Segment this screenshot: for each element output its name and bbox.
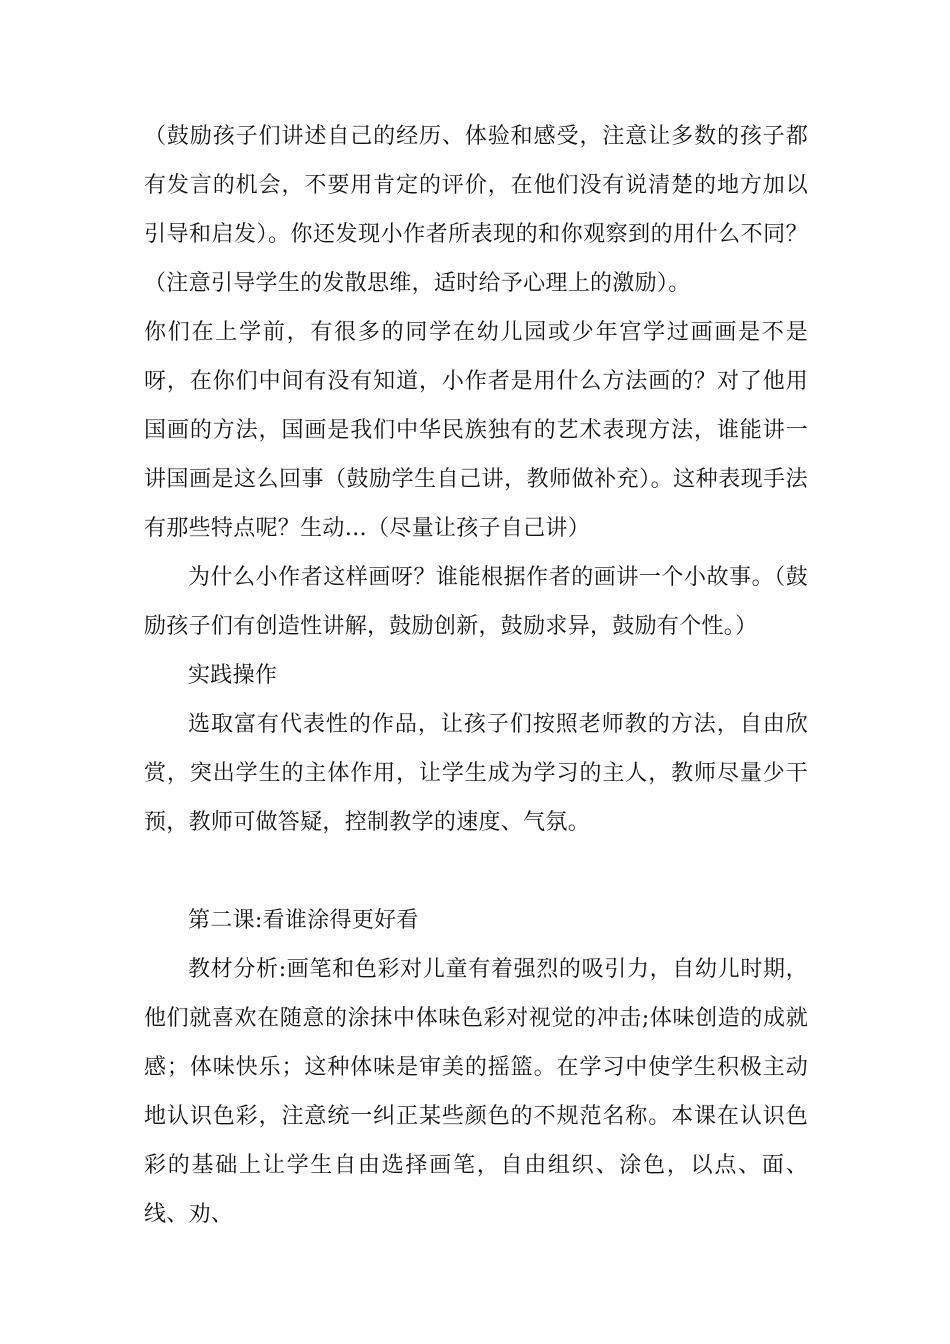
paragraph-2: 你们在上学前，有很多的同学在幼儿园或少年宫学过画画是不是呀，在你们中间有没有知道，小作者是用什么方法画的？对了他用国画的方法，国画是我们中华民族独有的艺术表现方法，谁能讲一讲国画是这么回事（鼓励学生自己讲，教师做补充）。这种表现手法有那些特点呢？生动…（尽量让孩子自己讲） xyxy=(144,320,808,541)
document-body xyxy=(144,112,808,1239)
paragraph-7: 教材分析:画笔和色彩对儿童有着强烈的吸引力，自幼儿时期，他们就喜欢在随意的涂抹中体味色彩对视觉的冲击;体味创造的成就感；体味快乐；这种体味是审美的摇篮。在学习中使学生积极主动地认识色彩，注意统一纠正某些颜色的不规范名称。本课在认识色彩的基础上让学生自由选择画笔，自由组织、涂色，以点、面、线、劝、 xyxy=(144,957,808,1227)
paragraph-1: （鼓励孩子们讲述自己的经历、体验和感受，注意让多数的孩子都有发言的机会，不要用肯定的评价，在他们没有说清楚的地方加以引导和启发）。你还发现小作者所表现的和你观察到的用什么不同？（注意引导学生的发散思维，适时给予心理上的激励）。 xyxy=(144,124,808,296)
paragraph-5: 选取富有代表性的作品，让孩子们按照老师教的方法，自由欣赏，突出学生的主体作用，让学生成为学习的主人，教师尽量少干预，教师可做答疑，控制教学的速度、气氛。 xyxy=(144,712,808,835)
paragraph-3: 为什么小作者这样画呀？谁能根据作者的画讲一个小故事。（鼓励孩子们有创造性讲解，鼓励创新，鼓励求异，鼓励有个性。） xyxy=(144,565,808,639)
section-heading-practice: 实践操作 xyxy=(188,663,278,688)
lesson-title: 第二课:看谁涂得更好看 xyxy=(188,908,419,933)
blank-line xyxy=(144,847,808,896)
